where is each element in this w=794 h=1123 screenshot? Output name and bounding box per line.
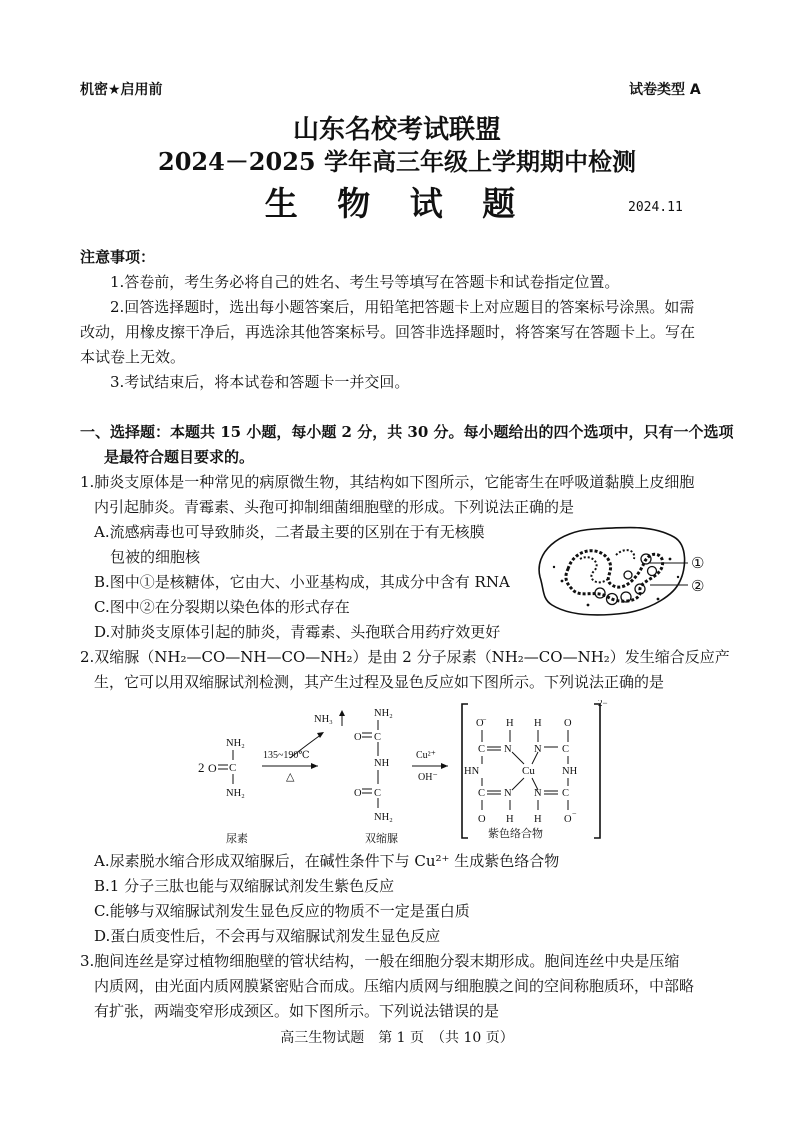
q2-stem-cont: 生，它可以用双缩脲试剂检测，其产生过程及显色反应如下图所示。下列说法正确的是 bbox=[94, 673, 665, 691]
svg-text:N: N bbox=[504, 744, 512, 755]
svg-text:O: O bbox=[354, 732, 362, 743]
q2-option-b: B.1 分子三肽也能与双缩脲试剂发生紫色反应 bbox=[94, 877, 395, 895]
svg-text:O: O bbox=[208, 761, 217, 775]
svg-text:C: C bbox=[562, 744, 570, 755]
svg-text:C: C bbox=[478, 788, 486, 799]
svg-text:N: N bbox=[534, 744, 542, 755]
q1-option-a: A.流感病毒也可导致肺炎，二者最主要的区别在于有无核膜 bbox=[94, 523, 485, 541]
svg-text:H: H bbox=[534, 718, 542, 729]
notice-line: 2.回答选择题时，选出每小题答案后，用铅笔把答题卡上对应题目的答案标号涂黑。如需 bbox=[110, 298, 695, 316]
svg-text:OH⁻: OH⁻ bbox=[418, 772, 438, 783]
svg-text:C: C bbox=[229, 762, 237, 774]
q1-option-b: B.图中①是核糖体，它由大、小亚基构成，其成分中含有 RNA bbox=[94, 573, 510, 591]
fig-label-1: ① bbox=[691, 554, 705, 572]
q2-option-a: A.尿素脱水缩合形成双缩脲后，在碱性条件下与 Cu²⁺ 生成紫色络合物 bbox=[94, 852, 560, 870]
q2-option-d: D.蛋白质变性后，不会再与双缩脲试剂发生显色反应 bbox=[94, 927, 441, 945]
page-footer: 高三生物试题 第 1 页 （共 10 页） bbox=[280, 1030, 514, 1046]
svg-text:N: N bbox=[534, 788, 542, 799]
svg-text:NH₂: NH₂ bbox=[226, 788, 245, 799]
exam-title: 2024－2025 学年高三年级上学期期中检测 bbox=[158, 147, 636, 176]
q1-stem-cont: 内引起肺炎。青霉素、头孢可抑制细菌细胞壁的形成。下列说法正确的是 bbox=[94, 498, 575, 516]
q2-option-c: C.能够与双缩脲试剂发生显色反应的物质不一定是蛋白质 bbox=[94, 902, 470, 920]
svg-text:H: H bbox=[534, 814, 542, 825]
label-complex: 紫色络合物 bbox=[488, 827, 543, 840]
svg-text:NH₂: NH₂ bbox=[374, 812, 393, 823]
svg-text:2−: 2− bbox=[598, 700, 608, 708]
svg-text:O: O bbox=[478, 814, 486, 825]
svg-text:NH: NH bbox=[374, 758, 390, 769]
biuret-reaction-diagram bbox=[190, 700, 610, 846]
svg-text:−: − bbox=[572, 809, 577, 818]
svg-text:O: O bbox=[354, 788, 362, 799]
label-urea: 尿素 bbox=[226, 832, 248, 845]
q3-stem-cont: 有扩张，两端变窄形成颈区。如下图所示。下列说法错误的是 bbox=[94, 1002, 500, 1020]
subject-title: 生 物 试 题 bbox=[264, 184, 530, 223]
svg-text:O: O bbox=[564, 718, 572, 729]
notice-line: 1.答卷前，考生务必将自己的姓名、考生号等填写在答题卡和试卷指定位置。 bbox=[110, 273, 620, 291]
svg-text:C: C bbox=[478, 744, 486, 755]
svg-text:C: C bbox=[374, 732, 382, 743]
svg-text:O: O bbox=[564, 814, 572, 825]
label-biuret: 双缩脲 bbox=[365, 832, 398, 845]
section-heading-cont: 是最符合题目要求的。 bbox=[104, 448, 255, 466]
fig-label-2: ② bbox=[691, 577, 705, 595]
notice-heading: 注意事项： bbox=[80, 248, 156, 266]
svg-text:Cu²⁺: Cu²⁺ bbox=[416, 750, 436, 761]
svg-text:N: N bbox=[504, 788, 512, 799]
svg-text:C: C bbox=[374, 788, 382, 799]
svg-text:H: H bbox=[506, 814, 514, 825]
org-title: 山东名校考试联盟 bbox=[292, 115, 501, 145]
svg-text:C: C bbox=[562, 788, 570, 799]
svg-text:△: △ bbox=[286, 771, 295, 783]
notice-line: 改动，用橡皮擦干净后，再选涂其他答案标号。回答非选择题时，将答案写在答题卡上。写在 bbox=[80, 323, 696, 341]
paper-type-label: 试卷类型 A bbox=[629, 82, 701, 98]
svg-text:2: 2 bbox=[198, 760, 205, 775]
svg-text:NH₂: NH₂ bbox=[226, 738, 245, 749]
q1-option-d: D.对肺炎支原体引起的肺炎，青霉素、头孢联合用药疗效更好 bbox=[94, 623, 501, 641]
notice-line: 本试卷上无效。 bbox=[80, 348, 186, 366]
section-heading: 一、选择题：本题共 15 小题，每小题 2 分，共 30 分。每小题给出的四个选项中，只有一个选项 bbox=[80, 423, 734, 441]
svg-text:135~190℃: 135~190℃ bbox=[263, 750, 310, 761]
svg-text:O: O bbox=[476, 718, 484, 729]
notice-line: 3.考试结束后，将本试卷和答题卡一并交回。 bbox=[110, 373, 410, 391]
q1-stem: 1.肺炎支原体是一种常见的病原微生物，其结构如下图所示，它能寄生在呼吸道黏膜上皮细胞 bbox=[80, 473, 695, 491]
q3-stem: 3.胞间连丝是穿过植物细胞壁的管状结构，一般在细胞分裂末期形成。胞间连丝中央是压缩 bbox=[80, 952, 680, 970]
q2-stem: 2.双缩脲（NH₂—CO—NH—CO—NH₂）是由 2 分子尿素（NH₂—CO—NH₂）发生缩合反应产 bbox=[80, 648, 730, 666]
q3-stem-cont: 内质网，由光面内质网膜紧密贴合而成。压缩内质网与细胞膜之间的空间称胞质环，中部略 bbox=[94, 977, 695, 995]
q1-option-c: C.图中②在分裂期以染色体的形式存在 bbox=[94, 598, 350, 616]
svg-text:HN: HN bbox=[464, 766, 480, 777]
q1-option-a-cont: 包被的细胞核 bbox=[110, 548, 201, 566]
svg-text:NH₃: NH₃ bbox=[314, 714, 333, 725]
svg-text:−: − bbox=[482, 715, 487, 724]
exam-date: 2024.11 bbox=[628, 200, 683, 215]
svg-text:NH₂: NH₂ bbox=[374, 708, 393, 719]
svg-text:NH: NH bbox=[562, 766, 578, 777]
confidential-label: 机密★启用前 bbox=[80, 82, 163, 98]
svg-text:Cu: Cu bbox=[522, 765, 535, 777]
svg-text:H: H bbox=[506, 718, 514, 729]
